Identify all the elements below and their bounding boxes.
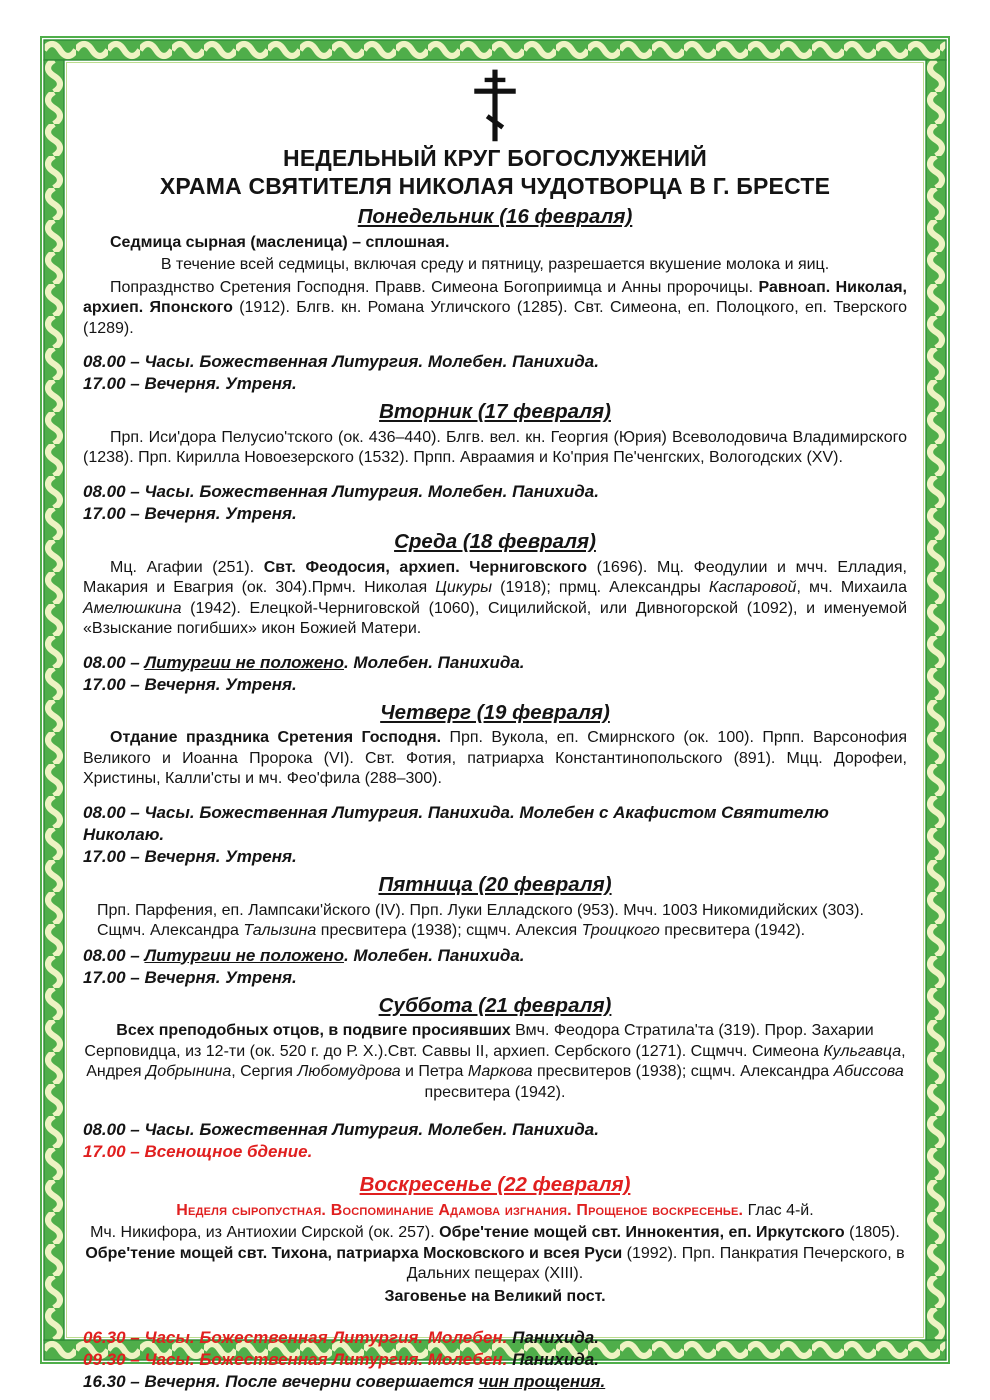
text-run: Троицкого xyxy=(581,922,660,940)
day-times xyxy=(83,802,907,868)
text-run: (1942). Елецкой-Черниговской (1060), Сицилийской, или Дивногорской (1092), и именуемой «Взыскание погибших» икон Божией Матери. xyxy=(83,599,907,638)
text-run: 08.00 – xyxy=(83,945,145,965)
service-time-line xyxy=(83,481,907,503)
border-wave-left xyxy=(44,60,64,1340)
day-times xyxy=(83,1327,907,1393)
text-run: чин прощения. xyxy=(478,1372,606,1392)
service-time-line xyxy=(83,1119,907,1141)
text-run: 17.00 – Вечерня. Утреня. xyxy=(83,674,297,694)
day-paragraph xyxy=(83,901,907,942)
service-time-line xyxy=(83,1371,907,1393)
service-time-line xyxy=(83,652,907,674)
day-header: Понедельник (16 февраля) xyxy=(357,205,633,229)
day-paragraph xyxy=(83,558,907,640)
orthodox-cross-icon xyxy=(466,67,524,143)
cross-container xyxy=(83,67,907,143)
text-run: (1992). Прп. Панкратия Печерского, в Дальних пещерах (XIII). xyxy=(406,1244,905,1283)
day-section xyxy=(83,1173,907,1393)
day-header: Четверг (19 февраля) xyxy=(380,700,610,724)
day-paragraph xyxy=(83,1287,907,1307)
text-run: Любомудрова xyxy=(297,1063,401,1081)
day-paragraph xyxy=(83,1021,907,1103)
text-run: 08.00 – Часы. Божественная Литургия. Молебен. Панихида. xyxy=(83,352,599,372)
service-time-line xyxy=(83,802,907,846)
day-section xyxy=(83,873,907,989)
day-header: Пятница (20 февраля) xyxy=(378,872,612,896)
service-time-line xyxy=(83,1327,907,1349)
day-header: Воскресенье (22 февраля) xyxy=(359,1173,631,1197)
text-run: 09.30 – Часы. Божественная Литургия. Молебен. xyxy=(83,1350,508,1370)
text-run: (1805). xyxy=(844,1224,900,1242)
text-run: Всех преподобных отцов, в подвиге просиявших xyxy=(116,1022,511,1040)
page-title-line2: ХРАМА СВЯТИТЕЛЯ НИКОЛАЯ ЧУДОТВОРЦА В Г. БРЕСТЕ xyxy=(159,172,831,199)
day-header: Среда (18 февраля) xyxy=(394,530,596,554)
day-section xyxy=(83,994,907,1164)
day-header: Суббота (21 февраля) xyxy=(378,993,612,1017)
day-paragraph xyxy=(83,728,907,789)
text-run: Прп. Парфения, еп. Лампсаки'йского (IV). Прп. Луки Елладского (953). Мчч. 1003 Никомидийских (303). Сщмч. Александра xyxy=(97,901,864,940)
text-run: Литургии не положено xyxy=(144,945,344,965)
text-run: Кульгавца xyxy=(823,1042,902,1060)
service-time-line xyxy=(83,945,907,967)
text-run: 08.00 – xyxy=(83,652,145,672)
text-run: 17.00 – Вечерня. Утреня. xyxy=(83,846,297,866)
text-run: Отдание праздника Сретения Господня. xyxy=(110,729,442,747)
text-run: (1918); прмц. Александры xyxy=(492,579,709,597)
day-times xyxy=(83,481,907,525)
text-run: Прп. Вукола, еп. Смирнского (ок. 100). Прпп. Варсонофия Великого и Иоанна Пророка (VI). Свт. Фотия, патриарха Константинопольского (891). Мцц. Дорофеи, Христины, Калли'сты и мч. Фео'фила (288–300). xyxy=(83,729,907,788)
day-body xyxy=(83,233,907,339)
page-title xyxy=(83,145,907,200)
service-time-line xyxy=(83,674,907,696)
text-run: Равноап. Николая, архиеп. Японского xyxy=(83,278,907,317)
text-run: 17.00 – Вечерня. Утреня. xyxy=(83,503,297,523)
day-times xyxy=(83,1119,907,1163)
text-run: 08.00 – Часы. Божественная Литургия. Панихида. Молебен с Акафистом Святителю Николаю. xyxy=(83,802,829,844)
text-run: Абиссова xyxy=(833,1063,904,1081)
text-run: (1696). Мц. Феодулии и мчч. Елладия, Макария и Евагрия (ок. 304).Прмч. Николая xyxy=(83,558,907,597)
decorative-border xyxy=(40,36,950,1392)
day-paragraph xyxy=(83,1201,907,1221)
text-run: Каспаровой xyxy=(708,579,797,597)
text-run: Обре'тение мощей свт. Тихона, патриарха Московского и всея Руси xyxy=(85,1244,623,1262)
day-paragraph xyxy=(83,1223,907,1284)
day-paragraph xyxy=(83,428,907,469)
day-body xyxy=(83,558,907,640)
text-run: 16.30 – Вечерня. После вечерни совершается xyxy=(83,1372,479,1392)
day-paragraph xyxy=(83,278,907,339)
text-run: пресвитера (1938); сщмч. Алексия xyxy=(316,922,582,940)
text-run: Свт. Феодосия, архиеп. Черниговского xyxy=(263,558,588,576)
service-time-line xyxy=(83,967,907,989)
text-run: Прп. Иси'дора Пелусио'тского (ок. 436–440). Блгв. вел. кн. Георгия (Юрия) Всеволодовича Владимирского (1238). Прп. Кирилла Новоезерского (1532). Прпп. Авраамия и Ко'прия Пе'ченгских, Вологодских (XV). xyxy=(83,428,907,467)
text-run: пресвитера (1942). xyxy=(659,922,806,940)
text-run: (1912). Блгв. кн. Романа Угличского (1285). Свт. Симеона, еп. Полоцкого, еп. Тверского (1289). xyxy=(83,299,907,337)
service-time-line xyxy=(83,351,907,373)
text-run: 08.00 – Часы. Божественная Литургия. Молебен. Панихида. xyxy=(83,481,599,501)
document-content xyxy=(66,62,924,1392)
days-container xyxy=(83,205,907,1393)
text-run: Заговенье на Великий пост. xyxy=(384,1287,606,1305)
day-section xyxy=(83,400,907,525)
day-body xyxy=(83,1201,907,1307)
text-run: Добрынина xyxy=(145,1063,232,1081)
text-run: Попразднство Сретения Господня. Правв. Симеона Богоприимца и Анны пророчицы. xyxy=(110,278,759,296)
service-time-line xyxy=(83,1141,907,1163)
text-run: Седмица сырная (масленица) – сплошная. xyxy=(110,233,450,251)
text-run: . Молебен. Панихида. xyxy=(343,945,525,965)
text-run: Панихида. xyxy=(507,1328,599,1348)
text-run: , Сергия xyxy=(231,1063,298,1081)
text-run: и Петра xyxy=(400,1063,468,1081)
service-time-line xyxy=(83,373,907,395)
text-run: 17.00 – Вечерня. Утреня. xyxy=(83,967,297,987)
text-run: , мч. Михаила xyxy=(796,579,907,597)
service-time-line xyxy=(83,1349,907,1371)
day-section xyxy=(83,205,907,395)
day-body xyxy=(83,428,907,469)
text-run: 17.00 – Вечерня. Утреня. xyxy=(83,374,297,394)
day-body xyxy=(83,1021,907,1103)
day-section xyxy=(83,701,907,868)
day-times xyxy=(83,351,907,395)
border-wave-right xyxy=(926,60,946,1340)
text-run: Мц. Агафии (251). xyxy=(110,558,264,576)
day-times xyxy=(83,652,907,696)
text-run: , Андрея xyxy=(86,1042,906,1081)
text-run: 06.30 – Часы. Божественная Литургия. Молебен. xyxy=(83,1328,508,1348)
page-title-line1: НЕДЕЛЬНЫЙ КРУГ БОГОСЛУЖЕНИЙ xyxy=(283,145,707,171)
text-run: Маркова xyxy=(467,1063,533,1081)
text-run: Вмч. Феодора Стратила'та (319). Прор. Захарии Серповидца, из 12-ти (ок. 520 г. до Р. Х.).Свт. Саввы II, архиеп. Сербского (1271). Сщмчч. Симеона xyxy=(84,1022,874,1060)
text-run: Обре'тение мощей свт. Иннокентия, еп. Иркутского xyxy=(439,1224,845,1242)
day-section xyxy=(83,530,907,696)
text-run: Глас 4-й. xyxy=(743,1201,814,1219)
text-run: Амелюшкина xyxy=(83,599,182,617)
service-time-line xyxy=(83,846,907,868)
text-run: Цикуры xyxy=(435,579,493,597)
text-run: Мч. Никифора, из Антиохии Сирской (ок. 257). xyxy=(90,1224,440,1242)
day-body xyxy=(83,728,907,789)
text-run: пресвитеров (1938); сщмч. Александра xyxy=(532,1063,834,1081)
text-run: Панихида. xyxy=(507,1350,599,1370)
day-times xyxy=(83,945,907,989)
day-paragraph xyxy=(83,233,907,253)
day-paragraph xyxy=(83,255,907,275)
text-run: Неделя сыропустная. Воспоминание Адамова изгнания. Прощеное воскресенье. xyxy=(176,1201,744,1219)
day-body xyxy=(83,901,907,942)
text-run: 17.00 – Всенощное бдение. xyxy=(83,1142,313,1162)
service-time-line xyxy=(83,503,907,525)
text-run: В течение всей седмицы, включая среду и пятницу, разрешается вкушение молока и яиц. xyxy=(160,256,830,274)
text-run: пресвитера (1942). xyxy=(424,1083,566,1101)
text-run: Талызина xyxy=(243,922,317,940)
text-run: Литургии не положено xyxy=(144,652,344,672)
day-header: Вторник (17 февраля) xyxy=(379,400,611,424)
text-run: 08.00 – Часы. Божественная Литургия. Молебен. Панихида. xyxy=(83,1120,599,1140)
text-run: . Молебен. Панихида. xyxy=(343,652,525,672)
border-wave-top xyxy=(44,40,946,60)
